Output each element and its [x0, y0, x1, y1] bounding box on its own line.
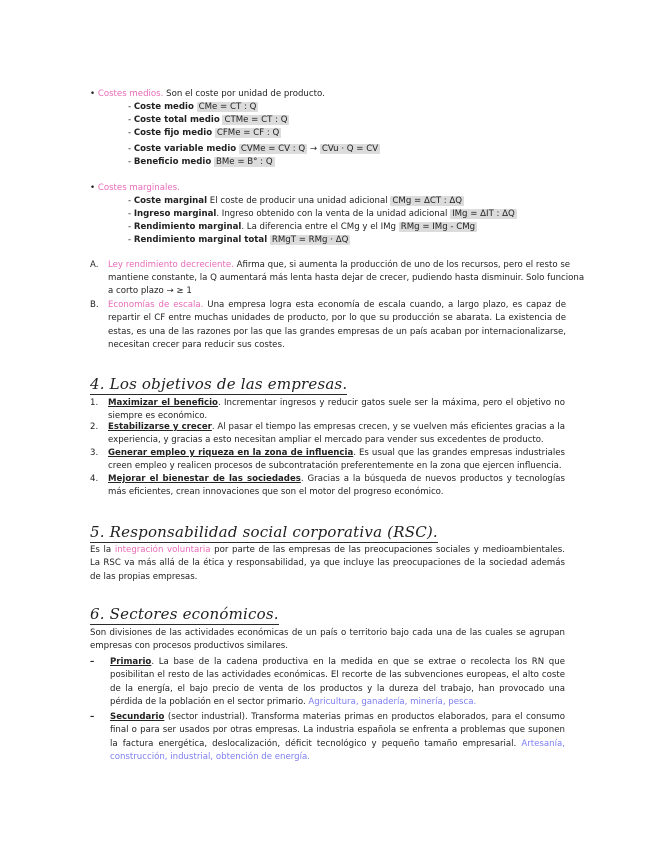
- list-item: [108, 473, 565, 500]
- coste-marginal-item: - Coste marginal El coste de producir una unidad adicional CMg = ΔCT : ΔQ: [128, 196, 463, 206]
- formula: CTMe = CT : Q: [224, 115, 288, 125]
- item-desc: El coste de producir una unidad adicional: [207, 196, 388, 206]
- beneficio-medio-item: - Beneficio medio BMe = B° : Q: [128, 157, 273, 167]
- costes-medios-line: [90, 88, 570, 101]
- formula: CMg = ΔCT : ΔQ: [392, 196, 463, 206]
- list-number: 4.: [90, 474, 99, 484]
- arrow-icon: →: [309, 144, 318, 154]
- dash-marker: –: [90, 712, 95, 722]
- list-number: 2.: [90, 422, 99, 432]
- item-name: Beneficio medio: [133, 157, 212, 167]
- ley-rendimientos-line1: [108, 259, 571, 272]
- formula-extra: CVu · Q = CV: [321, 144, 379, 154]
- ley-label: Ley rendimiento decreciente.: [108, 260, 234, 270]
- sectores-intro: Son divisiones de las actividades económicas de un país o territorio bajo cada una de las cuales se agrupan empresas con procesos productivos similares.: [90, 628, 565, 652]
- ley-rendimientos-line3: a corto plazo → ≥ 1: [108, 286, 192, 296]
- marker-a: A.: [90, 260, 99, 270]
- rsc-pre: Es la: [90, 545, 115, 555]
- item-name: Coste total medio: [133, 115, 220, 125]
- list-number: 3.: [90, 448, 99, 458]
- sector-title: Secundario: [110, 712, 165, 722]
- sector-examples: Agricultura, ganadería, minería, pesca.: [308, 697, 477, 708]
- bullet-dot: •: [90, 183, 98, 193]
- coste-total-medio-item: - Coste total medio CTMe = CT : Q: [128, 115, 288, 125]
- coste-variable-medio-item: - Coste variable medio CVMe = CV : Q → CVu · Q = CV: [128, 144, 379, 154]
- list-item: [108, 447, 565, 474]
- formula: RMg = IMg - CMg: [400, 222, 476, 232]
- item-text: . Incrementar ingresos y reducir gatos suele ser la máxima, pero el objetivo no siempre es económico.: [108, 398, 566, 422]
- rsc-text: por parte de las empresas de las preocupaciones sociales y medioambientales. La RSC va más allá de la ética y responsabilidad, ya que incluye las preocupaciones de la sociedad además de las propias empresas.: [90, 545, 565, 582]
- item-name: Coste marginal: [133, 196, 208, 206]
- rendimiento-marginal-item: - Rendimiento marginal. La diferencia entre el CMg y el IMg RMg = IMg - CMg: [128, 222, 476, 232]
- bullet-dot: •: [90, 89, 98, 99]
- dash-marker: –: [90, 657, 95, 667]
- item-title: Generar empleo y riqueza en la zona de influencia: [108, 448, 354, 458]
- formula: CFMe = CF : Q: [216, 128, 280, 138]
- sector-text: (sector industrial). Transforma materias primas en productos elaborados, para el consumo final o para ser usados por otras empresas. La industria española se enfrenta a problemas que suponen la factura energética, deslocalización, déficit tecnológico y pequeño tamaño empresarial.: [110, 712, 565, 749]
- item-text: . Gracias a la búsqueda de nuevos productos y tecnologías más eficientes, crean innovaciones que son el motor del progreso económico.: [108, 474, 565, 498]
- item-title: Maximizar el beneficio: [108, 398, 218, 408]
- list-item: [108, 421, 565, 448]
- item-name: Ingreso marginal: [133, 209, 217, 219]
- item-text: . Es usual que las grandes empresas industriales creen empleo y realicen procesos de subcontratación preferentemente en la zona que ejercen influencia.: [108, 448, 566, 472]
- formula: IMg = ΔIT : ΔQ: [452, 209, 515, 219]
- item-title: Estabilizarse y crecer: [108, 422, 212, 432]
- marker-b: B.: [90, 300, 99, 310]
- costes-marginales-label: Costes marginales.: [97, 183, 180, 193]
- rsc-highlight: integración voluntaria: [114, 545, 211, 555]
- item-name: Coste variable medio: [133, 144, 237, 154]
- costes-medios-desc: Son el coste por unidad de producto.: [163, 89, 325, 99]
- sector-secundario: [110, 711, 565, 765]
- costes-marginales-line: [90, 182, 570, 195]
- coste-fijo-medio-item: - Coste fijo medio CFMe = CF : Q: [128, 128, 280, 138]
- coste-medio-item: - Coste medio CMe = CT : Q: [128, 102, 257, 112]
- ley-rendimientos-line2: mantiene constante, la Q aumentará más lenta hasta dejar de crecer, pudiendo hasta disminuir. Solo funciona: [108, 273, 585, 283]
- formula: RMgT = RMg · ΔQ: [271, 235, 349, 245]
- list-number: 1.: [90, 398, 99, 408]
- item-name: Rendimiento marginal: [133, 222, 242, 232]
- sector-examples: Artesanía, construcción, industrial, obtención de energía.: [110, 738, 565, 763]
- item-name: Coste medio: [133, 102, 194, 112]
- economias-escala-paragraph: [108, 299, 566, 353]
- section-4-heading: 4. Los objetivos de las empresas.: [90, 375, 348, 393]
- rsc-paragraph: [90, 544, 565, 584]
- ley-text1: Afirma que, si aumenta la producción de uno de los recursos, pero el resto se: [233, 260, 571, 270]
- rendimiento-marginal-total-item: - Rendimiento marginal total RMgT = RMg · ΔQ: [128, 235, 349, 245]
- sector-text: . La base de la cadena productiva en la medida en que se extrae o recolecta los RN que posibilitan el resto de las actividades económicas. El recorte de las subvenciones europeas, el alto coste de la energía, el bajo precio de venta de los productos y la dureza del trabajo, han provocado una pérdida de la población en el sector primario.: [110, 657, 565, 708]
- item-text: . Al pasar el tiempo las empresas crecen, y se vuelven más eficientes gracias a la experiencia, y gracias a esto necesitan ampliar el mercado para vender sus excedentes de producto.: [108, 422, 565, 446]
- item-desc: . Ingreso obtenido con la venta de la unidad adicional: [216, 209, 448, 219]
- list-item: [108, 397, 565, 424]
- section-5-heading: 5. Responsabilidad social corporativa (RSC).: [90, 523, 438, 541]
- formula: CMe = CT : Q: [198, 102, 257, 112]
- section-6-heading: 6. Sectores económicos.: [90, 605, 279, 623]
- formula: BMe = B° : Q: [216, 157, 273, 167]
- costes-medios-label: Costes medios.: [97, 89, 164, 99]
- economias-label: Economías de escala.: [108, 300, 204, 310]
- item-name: Rendimiento marginal total: [133, 235, 268, 245]
- item-name: Coste fijo medio: [133, 128, 213, 138]
- formula: CVMe = CV : Q: [240, 144, 306, 154]
- ingreso-marginal-item: - Ingreso marginal. Ingreso obtenido con la venta de la unidad adicional IMg = ΔIT : ΔQ: [128, 209, 515, 219]
- sector-primario: [110, 656, 565, 710]
- economias-text: Una empresa logra esta economía de escala cuando, a largo plazo, es capaz de repartir el CF entre muchas unidades de producto, por lo que su producción se abarata. La existencia de estas, es una de las razones por las que las grandes empresas de un país acaban por internacionalizarse, necesitan crecer para reducir sus costes.: [108, 300, 567, 351]
- item-desc: . La diferencia entre el CMg y el IMg: [241, 222, 397, 232]
- item-title: Mejorar el bienestar de las sociedades: [108, 474, 301, 484]
- sector-title: Primario: [110, 657, 152, 667]
